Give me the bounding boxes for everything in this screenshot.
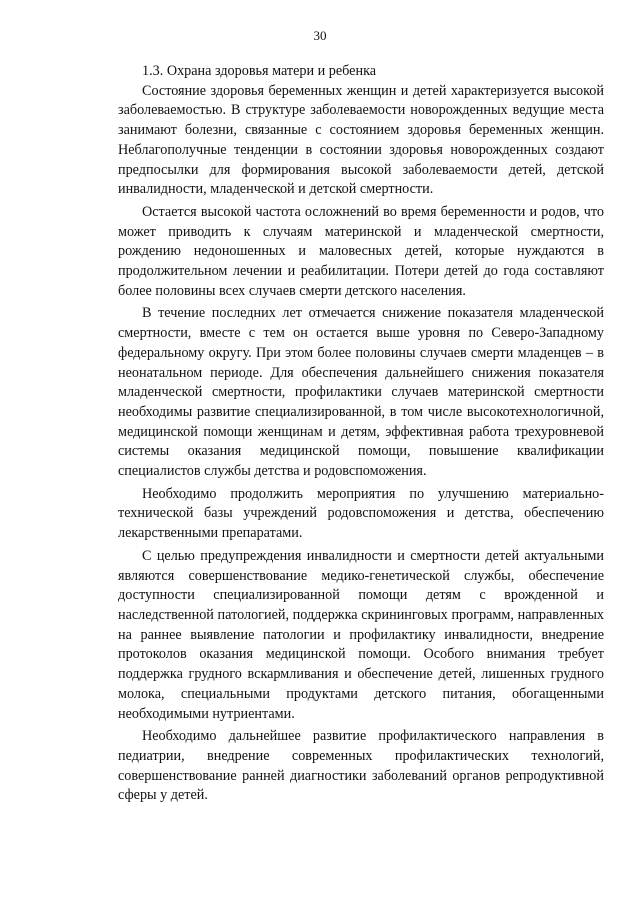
paragraph-health-status: Состояние здоровья беременных женщин и детей характеризуется высокой заболеваемостью. В структуре заболеваемости новорожденных ведущие места занимают болезни, связанные с состоянием здоровья беременных женщин. Неблагополучные тенденции в состоянии здоровья новорожденных создают предпосылки для формирования высокой заболеваемости детей, детской инвалидности, младенческой и детской смертности. [118,82,604,198]
paragraph-prevention-pediatrics: Необходимо дальнейшее развитие профилактического направления в педиатрии, внедрение современных профилактических технологий, совершенствование ранней диагностики заболеваний органов репродуктивной сферы у детей. [118,728,604,804]
section-content [118,62,604,806]
paragraph-material-base: Необходимо продолжить мероприятия по улучшению материально-технической базы учреждений родовспоможения и детства, обеспечению лекарственными препаратами. [118,485,604,542]
page-number: 30 [313,28,327,43]
paragraph-infant-mortality: В течение последних лет отмечается снижение показателя младенческой смертности, вместе с тем он остается выше уровня по Северо-Западному федеральному округу. При этом более половины случаев смерти младенцев – в неонатальном периоде. Для обеспечения дальнейшего снижения показателя младенческой смертности, профилактики случаев материнской смертности необходимы развитие специализированной, в том числе высокотехнологичной, медицинской помощи женщинам и детям, эффективная работа трехуровневой системы оказания медицинской помощи, повышение квалификации специалистов службы детства и родовспоможения. [118,305,604,480]
section-heading: 1.3. Охрана здоровья матери и ребенка [142,63,377,79]
paragraph-pregnancy-complications: Остается высокой частота осложнений во время беременности и родов, что может приводить к случаям материнской и младенческой смертности, рождению недоношенных и маловесных детей, которые нуждаются в продолжительном лечении и реабилитации. Потери детей до года составляют более половины всех случаев смерти детского населения. [118,203,604,299]
paragraph-disability-prevention: С целью предупреждения инвалидности и смертности детей актуальными являются совершенствование медико-генетической службы, обеспечение доступности специализированной помощи детям с врожденной и наследственной патологией, поддержка скрининговых программ, направленных на раннее выявление патологии и профилактику инвалидности, внедрение протоколов оказания медицинской помощи. Особого внимания требует поддержка грудного вскармливания и обеспечение детей, лишенных грудного молока, специальными продуктами детского питания, обогащенными необходимыми нутриентами. [118,547,604,722]
